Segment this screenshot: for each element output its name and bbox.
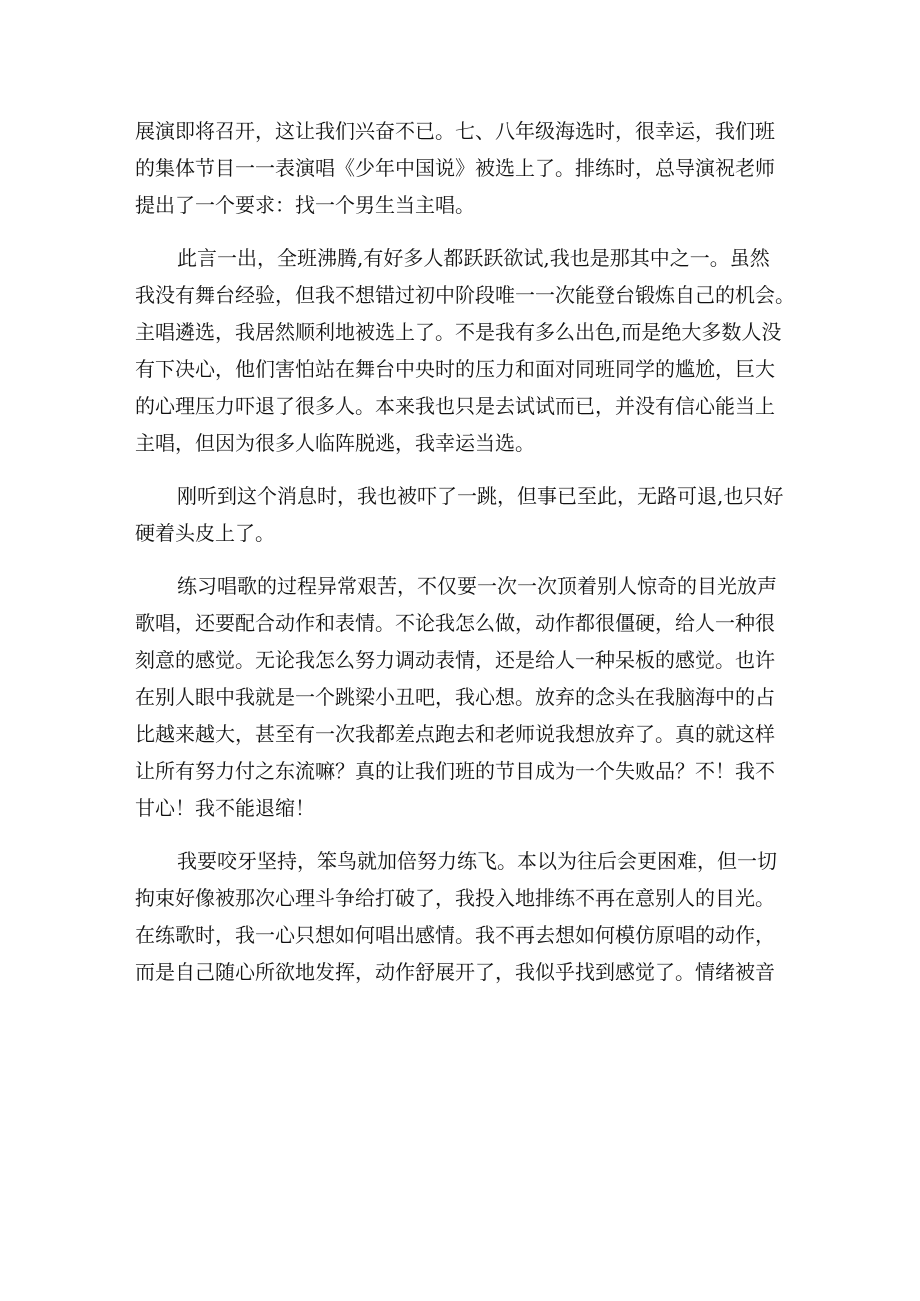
text-line: 让所有努力付之东流嘛？真的让我们班的节目成为一个失败品？不！我不: [135, 759, 775, 783]
text-line: 我要咬牙坚持，笨鸟就加倍努力练飞。本以为往后会更困难，但一切: [177, 849, 777, 873]
text-line: 提出了一个要求：找一个男生当主唱。: [135, 193, 475, 217]
text-line: 展演即将召开，这让我们兴奋不已。七、八年级海选时，很幸运，我们班: [135, 119, 775, 143]
text-line: 的集体节目一一表演唱《少年中国说》被选上了。排练时，总导演祝老师: [135, 156, 775, 180]
text-line: 的心理压力吓退了很多人。本来我也只是去试试而已，并没有信心能当上: [135, 394, 775, 418]
text-line: 主唱遴选，我居然顺利地被选上了。不是我有多么出色,而是绝大多数人没: [135, 320, 782, 344]
text-line: 歌唱，还要配合动作和表情。不论我怎么做，动作都很僵硬，给人一种很: [135, 611, 775, 635]
text-line: 比越来越大，甚至有一次我都差点跑去和老师说我想放弃了。真的就这样: [135, 722, 775, 746]
paragraph-1: [135, 113, 795, 224]
text-line: 甘心！我不能退缩！: [135, 796, 315, 820]
text-line: 而是自己随心所欲地发挥，动作舒展开了，我似乎找到感觉了。情绪被音: [135, 960, 775, 984]
text-line: 有下决心，他们害怕站在舞台中央时的压力和面对同班同学的尴尬，巨大: [135, 357, 775, 381]
paragraph-5: [135, 843, 795, 991]
text-line: 练习唱歌的过程异常艰苦，不仅要一次一次顶着别人惊奇的目光放声: [177, 574, 777, 598]
text-line: 在练歌时，我一心只想如何唱出感情。我不再去想如何模仿原唱的动作，: [135, 923, 775, 947]
essay-body: [135, 113, 795, 1007]
paragraph-4: [135, 568, 795, 827]
text-line: 在别人眼中我就是一个跳梁小丑吧，我心想。放弃的念头在我脑海中的占: [135, 685, 775, 709]
text-line: 主唱，但因为很多人临阵脱逃，我幸运当选。: [135, 431, 535, 455]
paragraph-2: [135, 240, 795, 462]
paragraph-3: [135, 478, 795, 552]
text-line: 此言一出，全班沸腾,有好多人都跃跃欲试,我也是那其中之一。虽然: [177, 246, 770, 270]
text-line: 我没有舞台经验，但我不想错过初中阶段唯一一次能登台锻炼自己的机会。: [135, 283, 795, 307]
text-line: 拘束好像被那次心理斗争给打破了，我投入地排练不再在意别人的目光。: [135, 886, 775, 910]
text-line: 刚听到这个消息时，我也被吓了一跳，但事已至此，无路可退,也只好: [177, 484, 784, 508]
text-line: 硬着头皮上了。: [135, 521, 275, 545]
text-line: 刻意的感觉。无论我怎么努力调动表情，还是给人一种呆板的感觉。也许: [135, 648, 775, 672]
